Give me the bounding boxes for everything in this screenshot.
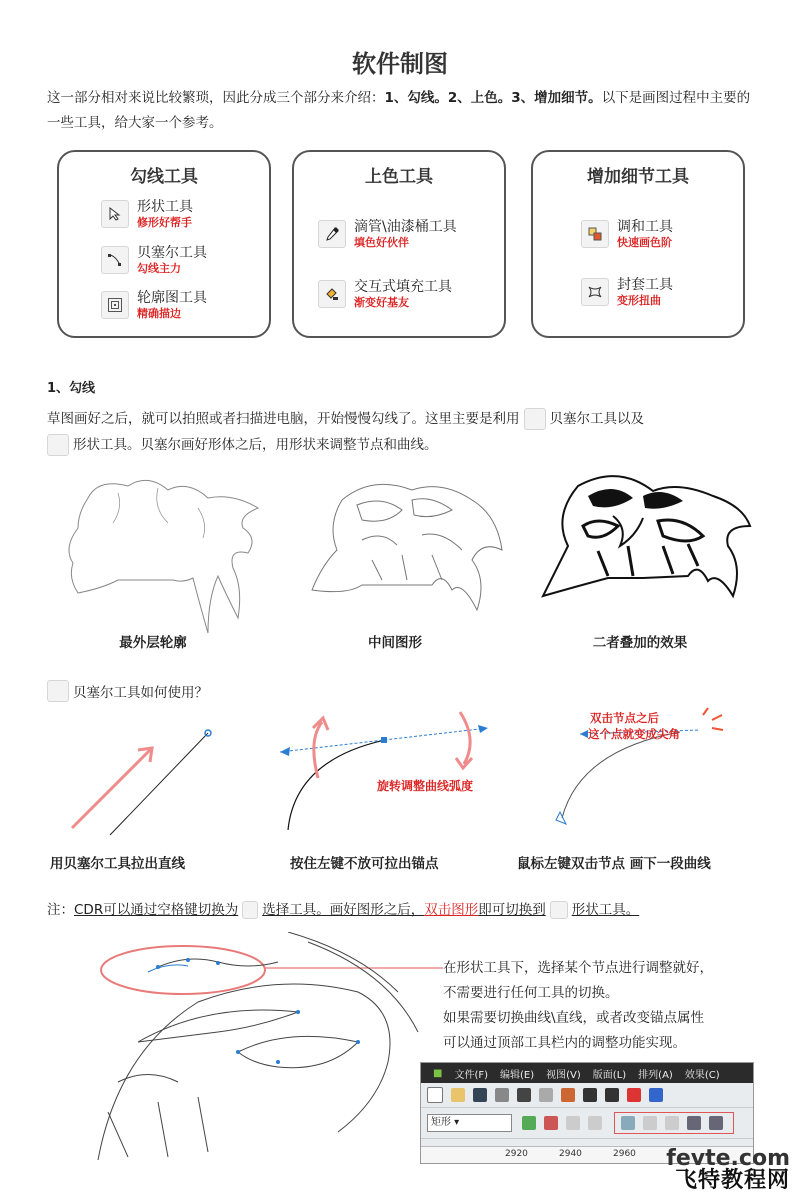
rotate-label: 旋转调整曲线弧度 (377, 779, 474, 793)
tool-item-blend (581, 218, 673, 250)
tool-item-shape (101, 198, 193, 230)
right-text-line4: 可以通过顶部工具栏内的调整功能实现。 (443, 1035, 686, 1051)
dbl-label-2: 这个点就变成尖角 (588, 727, 680, 741)
menu-view[interactable]: 视图(V) (546, 1069, 581, 1081)
interactive-fill-tool-icon (318, 280, 346, 308)
open-icon[interactable] (451, 1088, 465, 1102)
para-text-a: 草图画好之后，就可以拍照或者扫描进电脑，开始慢慢勾线了。这里主要是利用 (47, 411, 520, 427)
note-line (47, 898, 639, 919)
tool-name: 交互式填充工具 (354, 279, 452, 295)
envelope-tool-icon (581, 278, 609, 306)
dbl-label-1: 双击节点之后 (590, 711, 659, 725)
tool-sub: 勾线主力 (137, 262, 181, 275)
paste-icon[interactable] (561, 1088, 575, 1102)
add-node-icon[interactable] (522, 1116, 536, 1130)
box-title: 勾线工具 (130, 167, 198, 187)
join-nodes-icon[interactable] (566, 1116, 580, 1130)
menu-arrange[interactable]: 排列(A) (638, 1069, 673, 1081)
tool-box-color (292, 150, 506, 338)
eagle-outline-illustration (58, 468, 278, 638)
shape-select-value: 矩形 (431, 1117, 451, 1128)
save-icon[interactable] (473, 1088, 487, 1102)
note-part4: 形状工具。 (571, 902, 640, 918)
caption-outer: 最外层轮廓 (119, 635, 187, 651)
shape-tool-explanation (443, 956, 773, 1056)
to-line-icon[interactable] (621, 1116, 635, 1130)
box-title: 增加细节工具 (587, 167, 689, 187)
standard-toolbar (421, 1083, 753, 1108)
property-bar (421, 1108, 753, 1139)
page-title: 软件制图 (352, 50, 448, 78)
tool-item-contour (101, 289, 207, 321)
shape-tool-icon (101, 200, 129, 228)
tool-item-interactive-fill (318, 278, 452, 310)
right-text-line2: 不需要进行任何工具的切换。 (443, 985, 619, 1001)
symmetric-node-icon[interactable] (709, 1116, 723, 1130)
caption-middle: 中间图形 (368, 635, 422, 651)
node-type-group (614, 1112, 734, 1134)
box-title: 上色工具 (365, 167, 433, 187)
intro-paragraph (47, 86, 763, 136)
para-text-b: 贝塞尔工具以及 (549, 411, 644, 427)
new-icon[interactable] (427, 1087, 443, 1103)
cusp-node-icon[interactable] (665, 1116, 679, 1130)
to-curve-icon[interactable] (643, 1116, 657, 1130)
eyedropper-tool-icon (318, 220, 346, 248)
bezier-tool-icon (524, 408, 546, 430)
tool-item-eyedropper (318, 218, 457, 250)
import-icon[interactable] (627, 1088, 641, 1102)
tool-name: 封套工具 (617, 277, 673, 293)
tool-name: 轮廓图工具 (137, 290, 207, 306)
menu-effects[interactable]: 效果(C) (684, 1069, 720, 1081)
shape-select[interactable]: 矩形 ▾ (427, 1114, 512, 1132)
ruler-tick: 2920 (505, 1149, 528, 1159)
delete-node-icon[interactable] (544, 1116, 558, 1130)
watermark (666, 1148, 790, 1192)
watermark-site: fevte.com (666, 1146, 790, 1171)
intro-text-b: 以下是画图过程中主要的一些工具，给大家一个参考。 (47, 90, 751, 131)
smooth-node-icon[interactable] (687, 1116, 701, 1130)
export-icon[interactable] (649, 1088, 663, 1102)
bezier-steps-diagram (40, 700, 760, 845)
tool-name: 形状工具 (137, 199, 193, 215)
tool-name: 调和工具 (617, 219, 673, 235)
menu-layout[interactable]: 版面(L) (592, 1069, 627, 1081)
right-text-line3: 如果需要切换曲线\直线，或者改变锚点属性 (443, 1010, 705, 1026)
note-prefix: 注： (47, 902, 74, 918)
redo-icon[interactable] (605, 1088, 619, 1102)
right-text-line1: 在形状工具下，选择某个节点进行调整就好， (443, 960, 713, 976)
undo-icon[interactable] (583, 1088, 597, 1102)
tool-sub: 快速画色阶 (617, 236, 672, 249)
step3-caption: 鼠标左键双击节点 画下一段曲线 (517, 856, 711, 872)
tool-sub: 变形扭曲 (617, 294, 661, 307)
tool-sub: 精确描边 (137, 307, 181, 320)
shape-tool-icon (47, 434, 69, 456)
section-heading: 1、勾线 (47, 381, 96, 396)
ruler-tick: 2940 (559, 1149, 582, 1159)
ruler-tick: 2960 (613, 1149, 636, 1159)
bezier-tool-icon (101, 246, 129, 274)
tool-sub: 填色好伙伴 (354, 236, 409, 249)
print-icon[interactable] (495, 1088, 509, 1102)
intro-bold: 1、勾线。2、上色。3、增加细节。 (384, 90, 602, 106)
tool-sub: 修形好帮手 (137, 216, 192, 229)
bezier-how-heading (47, 680, 208, 702)
menu-file[interactable]: 文件(F) (454, 1069, 489, 1081)
blend-tool-icon (581, 220, 609, 248)
eagle-middle-illustration (302, 470, 512, 630)
tool-item-envelope (581, 276, 673, 308)
bezier-tool-icon (47, 680, 69, 702)
menu-bar (421, 1063, 753, 1083)
eagle-node-edit-illustration (58, 932, 443, 1160)
eagle-combined-illustration (538, 466, 753, 626)
step2-caption: 按住左键不放可拉出锚点 (290, 856, 439, 872)
tool-name: 滴管\油漆桶工具 (354, 219, 457, 235)
intro-text-a: 这一部分相对来说比较繁琐，因此分成三个部分来介绍： (47, 90, 385, 106)
caption-combined: 二者叠加的效果 (592, 635, 688, 651)
para-text-c: 形状工具。贝塞尔画好形体之后，用形状来调整节点和曲线。 (73, 437, 438, 453)
shape-tool-icon (550, 901, 568, 919)
tool-box-outline (57, 150, 271, 338)
watermark-name: 飞特教程网 (674, 1168, 790, 1193)
note-part1: CDR可以通过空格键切换为 (74, 902, 239, 918)
tool-box-detail (531, 150, 745, 338)
tool-name: 贝塞尔工具 (137, 245, 207, 261)
bezier-how-text: 贝塞尔工具如何使用？ (73, 685, 208, 701)
note-part3: 即可切换到 (478, 902, 546, 918)
tool-sub: 渐变好基友 (354, 296, 409, 309)
note-red: 双击图形 (424, 902, 479, 918)
tool-item-bezier (101, 244, 207, 276)
note-part2: 选择工具。画好图形之后， (262, 902, 425, 918)
section-paragraph (47, 406, 767, 458)
contour-tool-icon (101, 291, 129, 319)
cut-icon[interactable] (517, 1088, 531, 1102)
select-tool-icon (242, 901, 258, 919)
app-icon: ■ (433, 1067, 443, 1079)
step1-caption: 用贝塞尔工具拉出直线 (50, 856, 185, 872)
break-curve-icon[interactable] (588, 1116, 602, 1130)
copy-icon[interactable] (539, 1088, 553, 1102)
menu-edit[interactable]: 编辑(E) (500, 1069, 535, 1081)
